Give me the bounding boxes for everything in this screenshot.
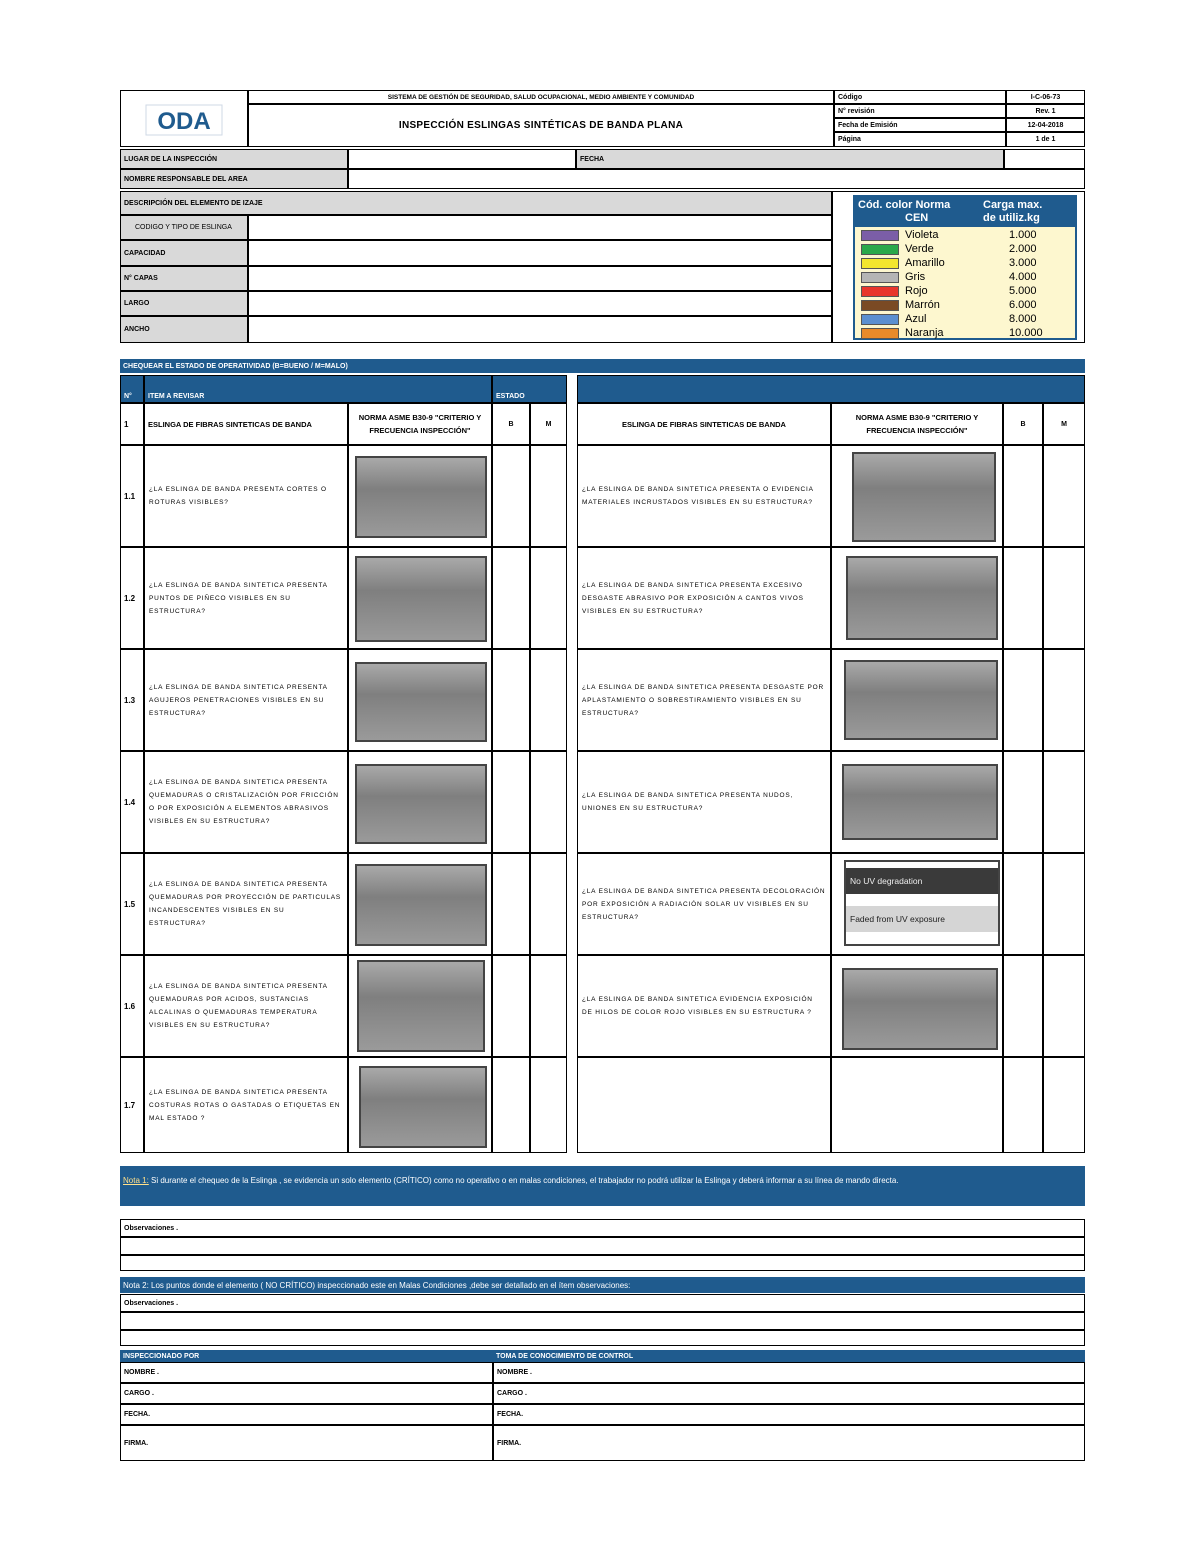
color-swatch [861,328,899,339]
color-header-2b: de utiliz.kg [983,212,1040,224]
b-check[interactable] [492,649,530,751]
item-question: ¿LA ESLINGA DE BANDA SINTETICA PRESENTA QUEMADURAS POR ACIDOS, SUSTANCIAS ALCALINAS O QUEMADURAS TEMPERATURA VISIBLES EN SU ESTRUCTURA? [144,955,348,1057]
color-name: Marrón [905,299,940,311]
right-subject: ESLINGA DE FIBRAS SINTETICAS DE BANDA [577,403,831,445]
color-row [855,284,1075,298]
item-question: ¿LA ESLINGA DE BANDA SINTETICA PRESENTA DESGASTE POR APLASTAMIENTO O SOBRESTIRAMIENTO VISIBLES EN SU ESTRUCTURA? [577,649,831,751]
color-row [855,270,1075,284]
empty-cell [1043,1057,1085,1153]
color-row [855,326,1075,340]
control-name[interactable]: NOMBRE . [493,1362,1085,1383]
sling-spatter-photo [355,864,487,946]
item-question: ¿LA ESLINGA DE BANDA SINTETICA PRESENTA COSTURAS ROTAS O GASTADAS O ETIQUETAS EN MAL ESTADO ? [144,1057,348,1153]
item-photo-cell [831,751,1003,853]
b-check[interactable] [1003,955,1043,1057]
meta-value: I-C-06-73 [1006,90,1085,104]
control-fecha[interactable]: FECHA. [493,1404,1085,1425]
control-header: TOMA DE CONOCIMIENTO DE CONTROL [493,1350,1085,1362]
meta-label: Página [834,132,1006,147]
col-estado: ESTADO [492,375,567,403]
left-subject: ESLINGA DE FIBRAS SINTETICAS DE BANDA [144,403,348,445]
color-name: Gris [905,271,926,283]
b-check[interactable] [492,853,530,955]
item-question: ¿LA ESLINGA DE BANDA SINTETICA PRESENTA QUEMADURAS POR PROYECCIÓN DE PARTICULAS INCANDESCENTES VISIBLES EN SU ESTRUCTURA? [144,853,348,955]
color-row [855,312,1075,326]
sling-uv-photo [844,860,1000,946]
item-number: 1.5 [120,853,144,955]
item-number: 1.6 [120,955,144,1057]
empty-cell [577,1057,831,1153]
codigo-label: CODIGO Y TIPO DE ESLINGA [120,215,248,240]
item-number: 1.2 [120,547,144,649]
sling-red-yarn-photo [842,968,998,1050]
color-load: 8.000 [1009,313,1037,325]
item-photo-cell [348,751,492,853]
empty-cell [1003,1057,1043,1153]
fecha-label: FECHA [576,149,1004,169]
item-question: ¿LA ESLINGA DE BANDA PRESENTA CORTES O ROTURAS VISIBLES? [144,445,348,547]
item-photo-cell [348,445,492,547]
item-question: ¿LA ESLINGA DE BANDA SINTETICA PRESENTA NUDOS, UNIONES EN SU ESTRUCTURA? [577,751,831,853]
inspector-firma[interactable]: FIRMA. [120,1425,493,1461]
check-banner: CHEQUEAR EL ESTADO DE OPERATIVIDAD (B=BUENO / M=MALO) [120,359,1085,373]
col-n: N° [120,375,144,403]
observations-2-line[interactable] [120,1330,1085,1346]
b-check[interactable] [492,955,530,1057]
color-rows [855,228,1075,340]
sling-embedded-photo [852,452,996,542]
color-swatch [861,272,899,283]
item-question: ¿LA ESLINGA DE BANDA SINTETICA EVIDENCIA EXPOSICIÓN DE HILOS DE COLOR ROJO VISIBLES EN SU ESTRUCTURA ? [577,955,831,1057]
sling-puncture-photo [355,556,487,642]
color-swatch [861,300,899,311]
b-check[interactable] [492,1057,530,1153]
m-check[interactable] [530,1057,567,1153]
capas-label: N° CAPAS [120,266,248,291]
right-header-bar [577,375,1085,403]
color-row [855,228,1075,242]
item-photo-cell [348,649,492,751]
sling-stitch-photo [359,1066,487,1148]
fecha-input[interactable] [1004,149,1085,169]
color-swatch [861,230,899,241]
color-swatch [861,258,899,269]
color-header-1b: CEN [905,212,929,224]
item-photo-cell [348,547,492,649]
color-row [855,242,1075,256]
capacidad-input[interactable] [248,240,832,266]
b-check[interactable] [492,751,530,853]
color-swatch [861,286,899,297]
m-check[interactable] [1043,547,1085,649]
b-check[interactable] [492,547,530,649]
color-name: Naranja [905,327,944,339]
left-b-header: B [492,403,530,445]
b-check[interactable] [1003,751,1043,853]
observations-2-label: Observaciones . [120,1294,1085,1312]
color-header-1: Cód. color Norma [858,199,951,211]
codigo-input[interactable] [248,215,832,240]
item-photo-cell [831,955,1003,1057]
lugar-label: LUGAR DE LA INSPECCIÓN [120,149,348,169]
sling-abrasion-photo [846,556,998,640]
responsable-label: NOMBRE RESPONSABLE DEL AREA [120,169,348,189]
col-item: ITEM A REVISAR [144,375,492,403]
sling-acid-photo [357,960,485,1052]
item-photo-cell [348,1057,492,1153]
color-name: Violeta [905,229,939,241]
company-logo [121,91,247,146]
inspector-name[interactable]: NOMBRE . [120,1362,493,1383]
color-name: Rojo [905,285,928,297]
m-check[interactable] [1043,445,1085,547]
item-photo-cell [348,853,492,955]
color-row [855,298,1075,312]
left-m-header: M [530,403,567,445]
item-question: ¿LA ESLINGA DE BANDA SINTETICA PRESENTA QUEMADURAS O CRISTALIZACIÓN POR FRICCIÓN O POR EXPOSICIÓN A ELEMENTOS ABRASIVOS VISIBLES EN SU ESTRUCTURA? [144,751,348,853]
m-check[interactable] [530,547,567,649]
color-name: Amarillo [905,257,945,269]
observations-2-line[interactable] [120,1312,1085,1330]
left-norma: NORMA ASME B30-9 "CRITERIO Y FRECUENCIA INSPECCIÓN" [348,403,492,445]
m-check[interactable] [530,853,567,955]
right-b-header: B [1003,403,1043,445]
m-check[interactable] [530,955,567,1057]
svg-text:ODA: ODA [157,108,211,135]
item-photo-cell [831,445,1003,547]
empty-cell [831,1057,1003,1153]
ancho-input[interactable] [248,316,832,343]
color-header-2: Carga max. [983,199,1043,211]
right-norma: NORMA ASME B30-9 "CRITERIO Y FRECUENCIA INSPECCIÓN" [831,403,1003,445]
note-1-text: Si durante el chequeo de la Eslinga , se evidencia un solo elemento (CRÍTICO) como no operativo o en malas condiciones, el trabajador no podrá utilizar la Eslinga y deberá informar a su línea de mando directa. [148,1176,899,1185]
capacidad-label: CAPACIDAD [120,240,248,266]
m-check[interactable] [530,751,567,853]
meta-value: Rev. 1 [1006,104,1085,118]
lugar-input[interactable] [348,149,576,169]
item-question: ¿LA ESLINGA DE BANDA SINTETICA PRESENTA O EVIDENCIA MATERIALES INCRUSTADOS VISIBLES EN SU ESTRUCTURA? [577,445,831,547]
document-meta [834,90,1085,147]
row1-n: 1 [120,403,144,445]
item-number: 1.4 [120,751,144,853]
note-1 [120,1166,1085,1206]
observations-1-line[interactable] [120,1255,1085,1271]
color-name: Azul [905,313,927,325]
meta-label: Fecha de Emisión [834,118,1006,132]
uv-label-2: Faded from UV exposure [846,906,998,932]
note-2: Nota 2: Los puntos donde el elemento ( NO CRÍTICO) inspeccionado este en Malas Condiciones ,debe ser detallado en el ítem observaciones: [120,1277,1085,1293]
form-title: INSPECCIÓN ESLINGAS SINTÉTICAS DE BANDA PLANA [248,104,834,147]
color-row [855,256,1075,270]
item-number: 1.1 [120,445,144,547]
b-check[interactable] [1003,445,1043,547]
sling-hole-photo [355,662,487,742]
sling-knot-photo [842,764,998,840]
item-photo-cell [348,955,492,1057]
b-check[interactable] [492,445,530,547]
color-load: 10.000 [1009,327,1043,339]
descripcion-label: DESCRIPCIÓN DEL ELEMENTO DE IZAJE [120,191,832,215]
color-swatch [861,244,899,255]
meta-label: N° revisión [834,104,1006,118]
color-table-header [855,197,1075,227]
system-title: SISTEMA DE GESTIÓN DE SEGURIDAD, SALUD OCUPACIONAL, MEDIO AMBIENTE Y COMUNIDAD [248,90,834,104]
meta-value: 12-04-2018 [1006,118,1085,132]
item-number: 1.3 [120,649,144,751]
observations-1-line[interactable] [120,1237,1085,1255]
largo-label: LARGO [120,291,248,316]
item-photo-cell [831,649,1003,751]
inspector-fecha[interactable]: FECHA. [120,1404,493,1425]
observations-1-label: Observaciones . [120,1219,1085,1237]
capas-input[interactable] [248,266,832,291]
sling-burn-photo [355,764,487,844]
m-check[interactable] [530,649,567,751]
color-swatch [861,314,899,325]
m-check[interactable] [1043,751,1085,853]
sling-cut-photo [355,456,487,538]
color-code-table [832,191,1085,343]
m-check[interactable] [1043,853,1085,955]
color-name: Verde [905,243,934,255]
color-load: 6.000 [1009,299,1037,311]
control-cargo[interactable]: CARGO . [493,1383,1085,1404]
color-load: 5.000 [1009,285,1037,297]
color-load: 2.000 [1009,243,1037,255]
control-firma[interactable]: FIRMA. [493,1425,1085,1461]
b-check[interactable] [1003,547,1043,649]
item-question: ¿LA ESLINGA DE BANDA SINTETICA PRESENTA DECOLORACIÓN POR EXPOSICIÓN A RADIACIÓN SOLAR UV VISIBLES EN SU ESTRUCTURA? [577,853,831,955]
right-m-header: M [1043,403,1085,445]
m-check[interactable] [530,445,567,547]
item-question: ¿LA ESLINGA DE BANDA SINTETICA PRESENTA EXCESIVO DESGASTE ABRASIVO POR EXPOSICIÓN A CANTOS VIVOS VISIBLES EN SU ESTRUCTURA? [577,547,831,649]
meta-value: 1 de 1 [1006,132,1085,147]
item-photo-cell [831,547,1003,649]
meta-label: Código [834,90,1006,104]
color-load: 3.000 [1009,257,1037,269]
item-photo-cell [831,853,1003,955]
item-question: ¿LA ESLINGA DE BANDA SINTETICA PRESENTA AGUJEROS PENETRACIONES VISIBLES EN SU ESTRUCTURA? [144,649,348,751]
sling-crush-photo [844,660,998,740]
color-load: 4.000 [1009,271,1037,283]
uv-label-1: No UV degradation [846,868,998,894]
logo-cell [120,90,248,147]
b-check[interactable] [1003,649,1043,751]
m-check[interactable] [1043,955,1085,1057]
responsable-input[interactable] [348,169,1085,189]
item-number: 1.7 [120,1057,144,1153]
color-load: 1.000 [1009,229,1037,241]
note-1-label: Nota 1: [123,1176,149,1185]
item-question: ¿LA ESLINGA DE BANDA SINTETICA PRESENTA PUNTOS DE PIÑECO VISIBLES EN SU ESTRUCTURA? [144,547,348,649]
largo-input[interactable] [248,291,832,316]
b-check[interactable] [1003,853,1043,955]
inspected-by-header: INSPECCIONADO POR [120,1350,493,1362]
inspector-cargo[interactable]: CARGO . [120,1383,493,1404]
ancho-label: ANCHO [120,316,248,343]
m-check[interactable] [1043,649,1085,751]
